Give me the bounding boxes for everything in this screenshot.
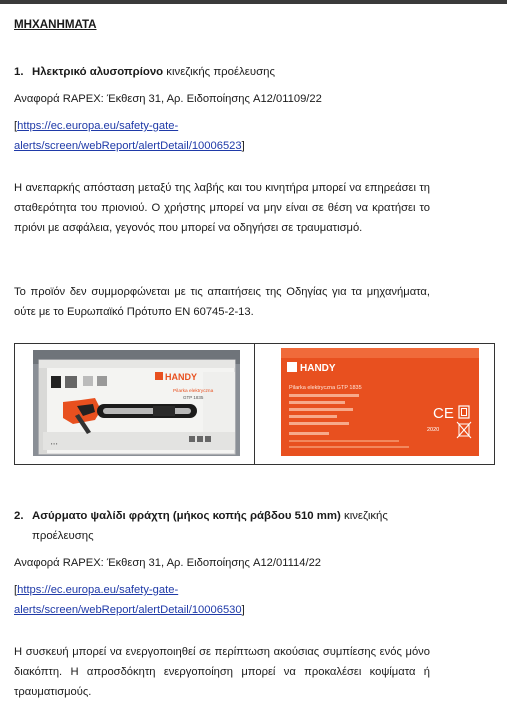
link-close-bracket: ] <box>241 140 245 152</box>
ce-mark: CE <box>433 405 454 422</box>
item-1-title-bold: Ηλεκτρικό αλυσοπρίονο <box>32 66 164 78</box>
item-2-link-line1[interactable]: https://ec.europa.eu/safety-gate- <box>17 584 179 596</box>
link-open-bracket: [ <box>14 584 18 596</box>
item-2-link <box>14 580 245 620</box>
product-photos-table <box>14 343 495 465</box>
svg-text:▪ ▪ ▪: ▪ ▪ ▪ <box>51 441 58 446</box>
rating-label-photo <box>281 348 479 456</box>
label-year: 2020 <box>427 427 440 433</box>
item-2-title-bold: Ασύρματο ψαλίδι φράχτη (μήκος κοπής ράβδου 510 mm) <box>32 510 341 522</box>
box-product-text: Pilarka elektryczna <box>173 389 214 394</box>
box-model-text: GTP 1835 <box>183 395 204 400</box>
link-open-bracket: [ <box>14 120 18 132</box>
item-2-reference: Αναφορά RAPEX: Έκθεση 31, Αρ. Ειδοποίησης A12/01114/22 <box>14 557 322 569</box>
item-1-number: 1. <box>14 66 24 78</box>
table-divider <box>254 344 255 464</box>
item-2-paragraph-1: Η συσκευή μπορεί να ενεργοποιηθεί σε περίπτωση ακούσιας συμπίεσης ενός μόνο διακόπτη. Η απροσδόκητη ενεργοποίηση μπορεί να προκαλέσει κοψίματα ή τραυματισμούς. <box>14 646 430 698</box>
item-1-link-line1[interactable]: https://ec.europa.eu/safety-gate- <box>17 120 179 132</box>
link-close-bracket: ] <box>241 604 245 616</box>
item-1-paragraph-1: Η ανεπαρκής απόσταση μεταξύ της λαβής και του κινητήρα μπορεί να επηρεάσει τη σταθερότητα του πριονιού. Ο χρήστης μπορεί να μην είναι σε θέση να κρατήσει το πριόνι με ασφάλεια, γεγονός που μπορεί να οδηγήσει σε τραυματισμό. <box>14 182 430 234</box>
item-2-link-line2[interactable]: alerts/screen/webReport/alertDetail/10006530 <box>14 604 242 616</box>
item-2-title-rest: κινεζικής <box>340 510 388 522</box>
label-title-text: Pilarka elektryczna GTP 1835 <box>289 385 362 391</box>
item-1-link <box>14 116 245 156</box>
item-2-number: 2. <box>14 510 24 522</box>
chainsaw-box-photo <box>33 350 240 456</box>
section-heading: ΜΗΧΑΝΗΜΑΤΑ <box>14 18 97 31</box>
item-1-link-line2[interactable]: alerts/screen/webReport/alertDetail/10006523 <box>14 140 242 152</box>
item-1-reference: Αναφορά RAPEX: Έκθεση 31, Αρ. Ειδοποίησης A12/01109/22 <box>14 93 322 105</box>
box-brand-text: HANDY <box>165 372 198 382</box>
item-1-title-rest: κινεζικής προέλευσης <box>163 66 275 78</box>
item-1-paragraph-2: Το προϊόν δεν συμμορφώνεται με τις απαιτήσεις της Οδηγίας για τα μηχανήματα, ούτε με το Ευρωπαϊκό Πρότυπο EN 60745-2-13. <box>14 286 430 318</box>
label-brand-text: HANDY <box>300 363 336 374</box>
item-2-title <box>14 510 388 522</box>
item-2-title-line2: προέλευσης <box>32 530 94 542</box>
item-1-title <box>14 66 275 78</box>
top-edge-bar <box>0 0 507 4</box>
